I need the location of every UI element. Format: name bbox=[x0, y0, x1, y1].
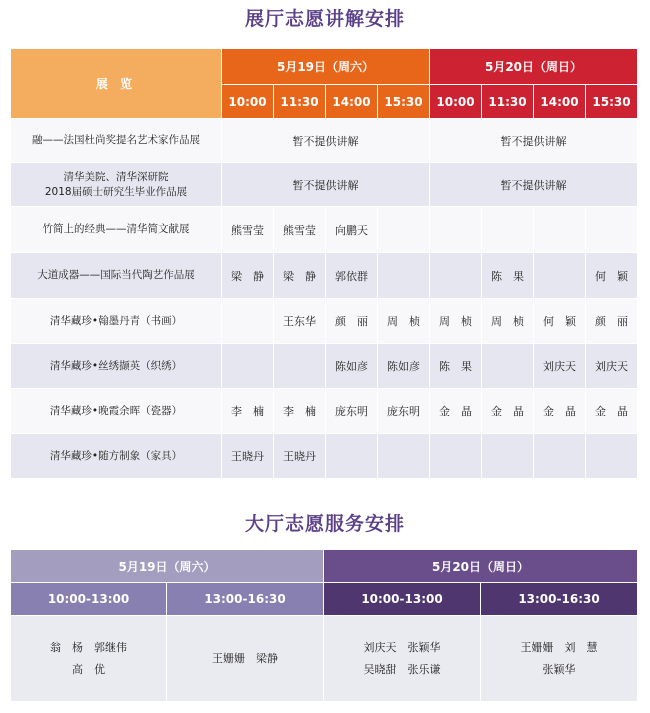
volunteer-slot: 金 晶 bbox=[482, 389, 534, 434]
hall-volunteer-names: 刘庆天 张颖华 bbox=[363, 640, 441, 654]
exhibit-row bbox=[11, 389, 638, 434]
volunteer-slot bbox=[586, 207, 638, 253]
volunteer-slot: 李 楠 bbox=[274, 389, 326, 434]
exhibit-row bbox=[11, 434, 638, 479]
volunteer-slot: 王东华 bbox=[274, 299, 326, 344]
time-slot-header: 10:00 bbox=[430, 85, 482, 119]
exhibit-name-line: 融——法国杜尚奖提名艺术家作品展 bbox=[32, 134, 200, 146]
no-tour-cell: 暂不提供讲解 bbox=[222, 119, 430, 163]
hall-volunteer-names: 王姗姗 刘 慧 bbox=[520, 640, 598, 654]
volunteer-slot: 金 晶 bbox=[430, 389, 482, 434]
exhibit-name bbox=[11, 163, 222, 207]
hall-volunteer-names: 张颖华 bbox=[542, 662, 576, 676]
time-slot-header: 14:00 bbox=[534, 85, 586, 119]
exhibit-name-line: 大道成器——国际当代陶艺作品展 bbox=[37, 269, 195, 281]
volunteer-slot: 陈 果 bbox=[430, 344, 482, 389]
volunteer-slot: 熊雪莹 bbox=[274, 207, 326, 253]
day-header-may20: 5月20日（周日） bbox=[430, 49, 638, 85]
exhibit-schedule-table bbox=[10, 48, 638, 479]
exhibit-name bbox=[11, 207, 222, 253]
exhibit-name bbox=[11, 119, 222, 163]
hall-schedule-table bbox=[10, 549, 638, 702]
volunteer-slot: 陈如彦 bbox=[326, 344, 378, 389]
volunteer-slot bbox=[274, 344, 326, 389]
volunteer-slot: 梁 静 bbox=[222, 253, 274, 299]
exhibit-row bbox=[11, 163, 638, 207]
volunteer-slot bbox=[482, 434, 534, 479]
volunteer-slot bbox=[378, 253, 430, 299]
exhibit-name-line: 2018届硕士研究生毕业作品展 bbox=[44, 185, 188, 198]
exhibit-row bbox=[11, 299, 638, 344]
exhibit-row bbox=[11, 344, 638, 389]
time-slot-header: 14:00 bbox=[326, 85, 378, 119]
exhibit-row bbox=[11, 253, 638, 299]
volunteer-slot: 陈如彦 bbox=[378, 344, 430, 389]
exhibit-name-line: 清华藏珍•随方制象（家具） bbox=[49, 449, 183, 462]
volunteer-slot: 何 颖 bbox=[586, 253, 638, 299]
no-tour-cell: 暂不提供讲解 bbox=[222, 163, 430, 207]
volunteer-slot: 梁 静 bbox=[274, 253, 326, 299]
volunteer-slot bbox=[534, 207, 586, 253]
time-slot-header: 15:30 bbox=[586, 85, 638, 119]
volunteer-slot bbox=[222, 299, 274, 344]
exhibit-column-header: 展 览 bbox=[11, 49, 222, 119]
exhibit-name bbox=[11, 299, 222, 344]
volunteer-slot bbox=[378, 434, 430, 479]
exhibit-name bbox=[11, 434, 222, 479]
volunteer-slot bbox=[430, 434, 482, 479]
hall-volunteer-names: 吴晓甜 张乐谦 bbox=[363, 662, 441, 676]
exhibit-schedule-title: 展厅志愿讲解安排 bbox=[244, 8, 405, 30]
exhibit-row bbox=[11, 207, 638, 253]
time-slot-header: 11:30 bbox=[274, 85, 326, 119]
volunteer-slot: 何 颖 bbox=[534, 299, 586, 344]
volunteer-slot bbox=[534, 434, 586, 479]
volunteer-slot: 庞东明 bbox=[378, 389, 430, 434]
exhibit-name-line: 清华藏珍•晚霞余晖（瓷器） bbox=[49, 404, 183, 417]
volunteer-slot bbox=[482, 344, 534, 389]
hall-schedule-title: 大厅志愿服务安排 bbox=[244, 513, 405, 535]
volunteer-slot: 郭依群 bbox=[326, 253, 378, 299]
volunteer-slot: 王晓丹 bbox=[222, 434, 274, 479]
volunteer-slot: 周 桢 bbox=[430, 299, 482, 344]
hall-volunteer-cell bbox=[324, 616, 481, 702]
no-tour-cell: 暂不提供讲解 bbox=[430, 163, 638, 207]
volunteer-slot: 颜 丽 bbox=[586, 299, 638, 344]
exhibit-name bbox=[11, 389, 222, 434]
no-tour-cell: 暂不提供讲解 bbox=[430, 119, 638, 163]
volunteer-slot: 熊雪莹 bbox=[222, 207, 274, 253]
volunteer-slot: 陈 果 bbox=[482, 253, 534, 299]
exhibit-name-line: 清华美院、清华深研院 bbox=[63, 170, 169, 183]
exhibit-name bbox=[11, 253, 222, 299]
volunteer-slot: 周 桢 bbox=[378, 299, 430, 344]
time-slot-header: 15:30 bbox=[378, 85, 430, 119]
day-header-may19: 5月19日（周六） bbox=[222, 49, 430, 85]
hall-volunteer-names: 翁 杨 郭继伟 bbox=[50, 640, 127, 654]
volunteer-slot bbox=[586, 434, 638, 479]
hall-day-header-may20: 5月20日（周日） bbox=[324, 550, 638, 583]
volunteer-slot bbox=[378, 207, 430, 253]
hall-time-slot-header: 10:00-13:00 bbox=[324, 583, 481, 616]
volunteer-slot: 向鹏天 bbox=[326, 207, 378, 253]
hall-volunteer-cell bbox=[11, 616, 167, 702]
volunteer-slot bbox=[482, 207, 534, 253]
volunteer-slot: 刘庆天 bbox=[534, 344, 586, 389]
exhibit-name-line: 竹简上的经典——清华简文献展 bbox=[42, 223, 190, 235]
volunteer-slot: 庞东明 bbox=[326, 389, 378, 434]
hall-day-header-may19: 5月19日（周六） bbox=[11, 550, 324, 583]
volunteer-slot: 王晓丹 bbox=[274, 434, 326, 479]
hall-volunteer-cell bbox=[481, 616, 638, 702]
volunteer-slot bbox=[430, 207, 482, 253]
exhibit-name-line: 清华藏珍•丝绣撷英（织绣） bbox=[49, 359, 183, 372]
exhibit-name-line: 清华藏珍•翰墨丹青（书画） bbox=[49, 314, 183, 327]
hall-time-slot-header: 13:00-16:30 bbox=[167, 583, 324, 616]
volunteer-slot: 金 晶 bbox=[534, 389, 586, 434]
volunteer-slot bbox=[222, 344, 274, 389]
volunteer-slot: 周 桢 bbox=[482, 299, 534, 344]
time-slot-header: 11:30 bbox=[482, 85, 534, 119]
volunteer-slot: 刘庆天 bbox=[586, 344, 638, 389]
hall-volunteer-cell bbox=[167, 616, 324, 702]
time-slot-header: 10:00 bbox=[222, 85, 274, 119]
volunteer-slot bbox=[326, 434, 378, 479]
hall-volunteer-names: 王姗姗 梁静 bbox=[212, 651, 278, 665]
hall-time-slot-header: 10:00-13:00 bbox=[11, 583, 167, 616]
exhibit-name bbox=[11, 344, 222, 389]
volunteer-slot bbox=[430, 253, 482, 299]
volunteer-slot: 李 楠 bbox=[222, 389, 274, 434]
hall-volunteer-names: 高 优 bbox=[72, 662, 105, 676]
volunteer-slot bbox=[534, 253, 586, 299]
exhibit-row bbox=[11, 119, 638, 163]
hall-time-slot-header: 13:00-16:30 bbox=[481, 583, 638, 616]
volunteer-slot: 金 晶 bbox=[586, 389, 638, 434]
volunteer-slot: 颜 丽 bbox=[326, 299, 378, 344]
